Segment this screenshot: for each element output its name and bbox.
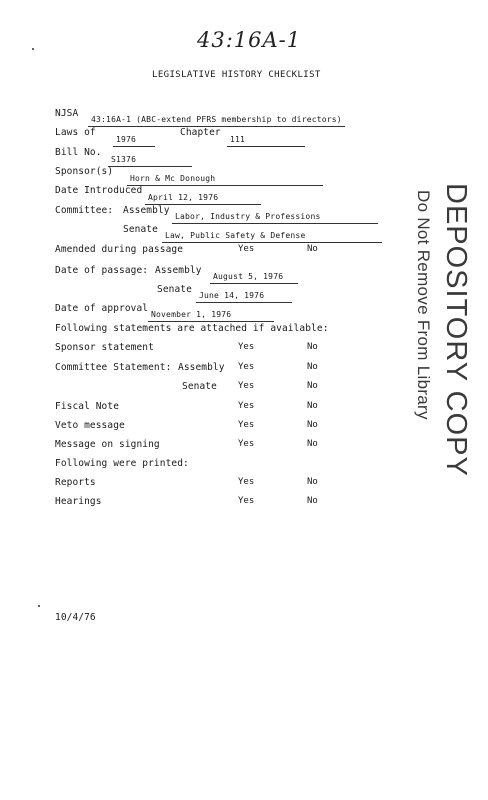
- message-on-signing-yes: Yes: [238, 439, 255, 449]
- fiscal-note-no: No: [307, 401, 318, 411]
- laws-of-label: Laws of: [55, 127, 96, 138]
- committee-label: Committee:: [55, 205, 114, 216]
- njsa-label: NJSA: [55, 108, 79, 119]
- chapter-value: 111: [227, 135, 305, 147]
- sponsors-label: Sponsor(s): [55, 166, 114, 177]
- committee-statement-assembly-label: Assembly: [178, 362, 225, 373]
- committee-senate-label: Senate: [123, 224, 158, 235]
- date-of-approval-value: November 1, 1976: [148, 310, 274, 322]
- message-on-signing-label: Message on signing: [55, 439, 160, 450]
- bill-no-field: [108, 147, 192, 167]
- committee-statement-senate-yes: Yes: [238, 381, 255, 391]
- date-of-passage-label: Date of passage:: [55, 265, 149, 276]
- reports-no: No: [307, 477, 318, 487]
- laws-of-field: [113, 127, 155, 147]
- hearings-label: Hearings: [55, 496, 102, 507]
- amended-no: No: [307, 244, 318, 254]
- footer-date: 10/4/76: [55, 612, 96, 623]
- committee-senate-field: [162, 223, 382, 243]
- page-title: LEGISLATIVE HISTORY CHECKLIST: [152, 70, 321, 80]
- committee-assembly-field: [172, 204, 378, 224]
- veto-message-yes: Yes: [238, 420, 255, 430]
- date-introduced-label: Date Introduced: [55, 185, 143, 196]
- committee-statement-senate-no: No: [307, 381, 318, 391]
- passage-senate-field: [196, 283, 292, 303]
- sponsors-value: Horn & Mc Donough: [127, 174, 323, 186]
- fiscal-note-label: Fiscal Note: [55, 401, 120, 412]
- depository-stamp-sub: Do Not Remove From Library: [414, 190, 433, 420]
- sponsor-statement-yes: Yes: [238, 342, 255, 352]
- sponsor-statement-label: Sponsor statement: [55, 342, 154, 353]
- handwritten-reference: 43:16A-1: [197, 28, 302, 52]
- committee-statement-assembly-no: No: [307, 362, 318, 372]
- committee-senate-value: Law, Public Safety & Defense: [162, 231, 382, 243]
- njsa-value: 43:16A-1 (ABC-extend PFRS membership to directors): [88, 115, 345, 127]
- chapter-label: Chapter: [180, 127, 221, 138]
- message-on-signing-no: No: [307, 439, 318, 449]
- committee-statement-assembly-yes: Yes: [238, 362, 255, 372]
- amended-label: Amended during passage: [55, 244, 184, 255]
- njsa-value-field: [88, 107, 345, 127]
- reports-label: Reports: [55, 477, 96, 488]
- laws-of-value: 1976: [113, 135, 155, 147]
- attached-heading: Following statements are attached if available:: [55, 323, 329, 334]
- date-introduced-field: [145, 185, 261, 205]
- depository-stamp-main: DEPOSITORY COPY: [440, 183, 472, 477]
- bill-no-label: Bill No.: [55, 147, 102, 158]
- hearings-yes: Yes: [238, 496, 255, 506]
- hearings-no: No: [307, 496, 318, 506]
- date-of-approval-label: Date of approval: [55, 303, 149, 314]
- date-introduced-value: April 12, 1976: [145, 193, 261, 205]
- speck-mark: [38, 605, 40, 607]
- sponsors-field: [127, 166, 323, 186]
- reports-yes: Yes: [238, 477, 255, 487]
- printed-heading: Following were printed:: [55, 458, 189, 469]
- fiscal-note-yes: Yes: [238, 401, 255, 411]
- passage-assembly-label: Assembly: [155, 265, 202, 276]
- amended-yes: Yes: [238, 244, 255, 254]
- passage-assembly-field: [210, 264, 298, 284]
- committee-assembly-value: Labor, Industry & Professions: [172, 212, 378, 224]
- date-of-approval-field: [148, 302, 274, 322]
- committee-statement-label: Committee Statement:: [55, 362, 172, 373]
- veto-message-label: Veto message: [55, 420, 125, 431]
- committee-assembly-label: Assembly: [123, 205, 170, 216]
- passage-senate-label: Senate: [157, 284, 192, 295]
- chapter-field: [227, 127, 305, 147]
- speck-mark: [32, 48, 34, 50]
- committee-statement-senate-label: Senate: [182, 381, 217, 392]
- bill-no-value: S1376: [108, 155, 192, 167]
- sponsor-statement-no: No: [307, 342, 318, 352]
- veto-message-no: No: [307, 420, 318, 430]
- passage-senate-value: June 14, 1976: [196, 291, 292, 303]
- passage-assembly-value: August 5, 1976: [210, 272, 298, 284]
